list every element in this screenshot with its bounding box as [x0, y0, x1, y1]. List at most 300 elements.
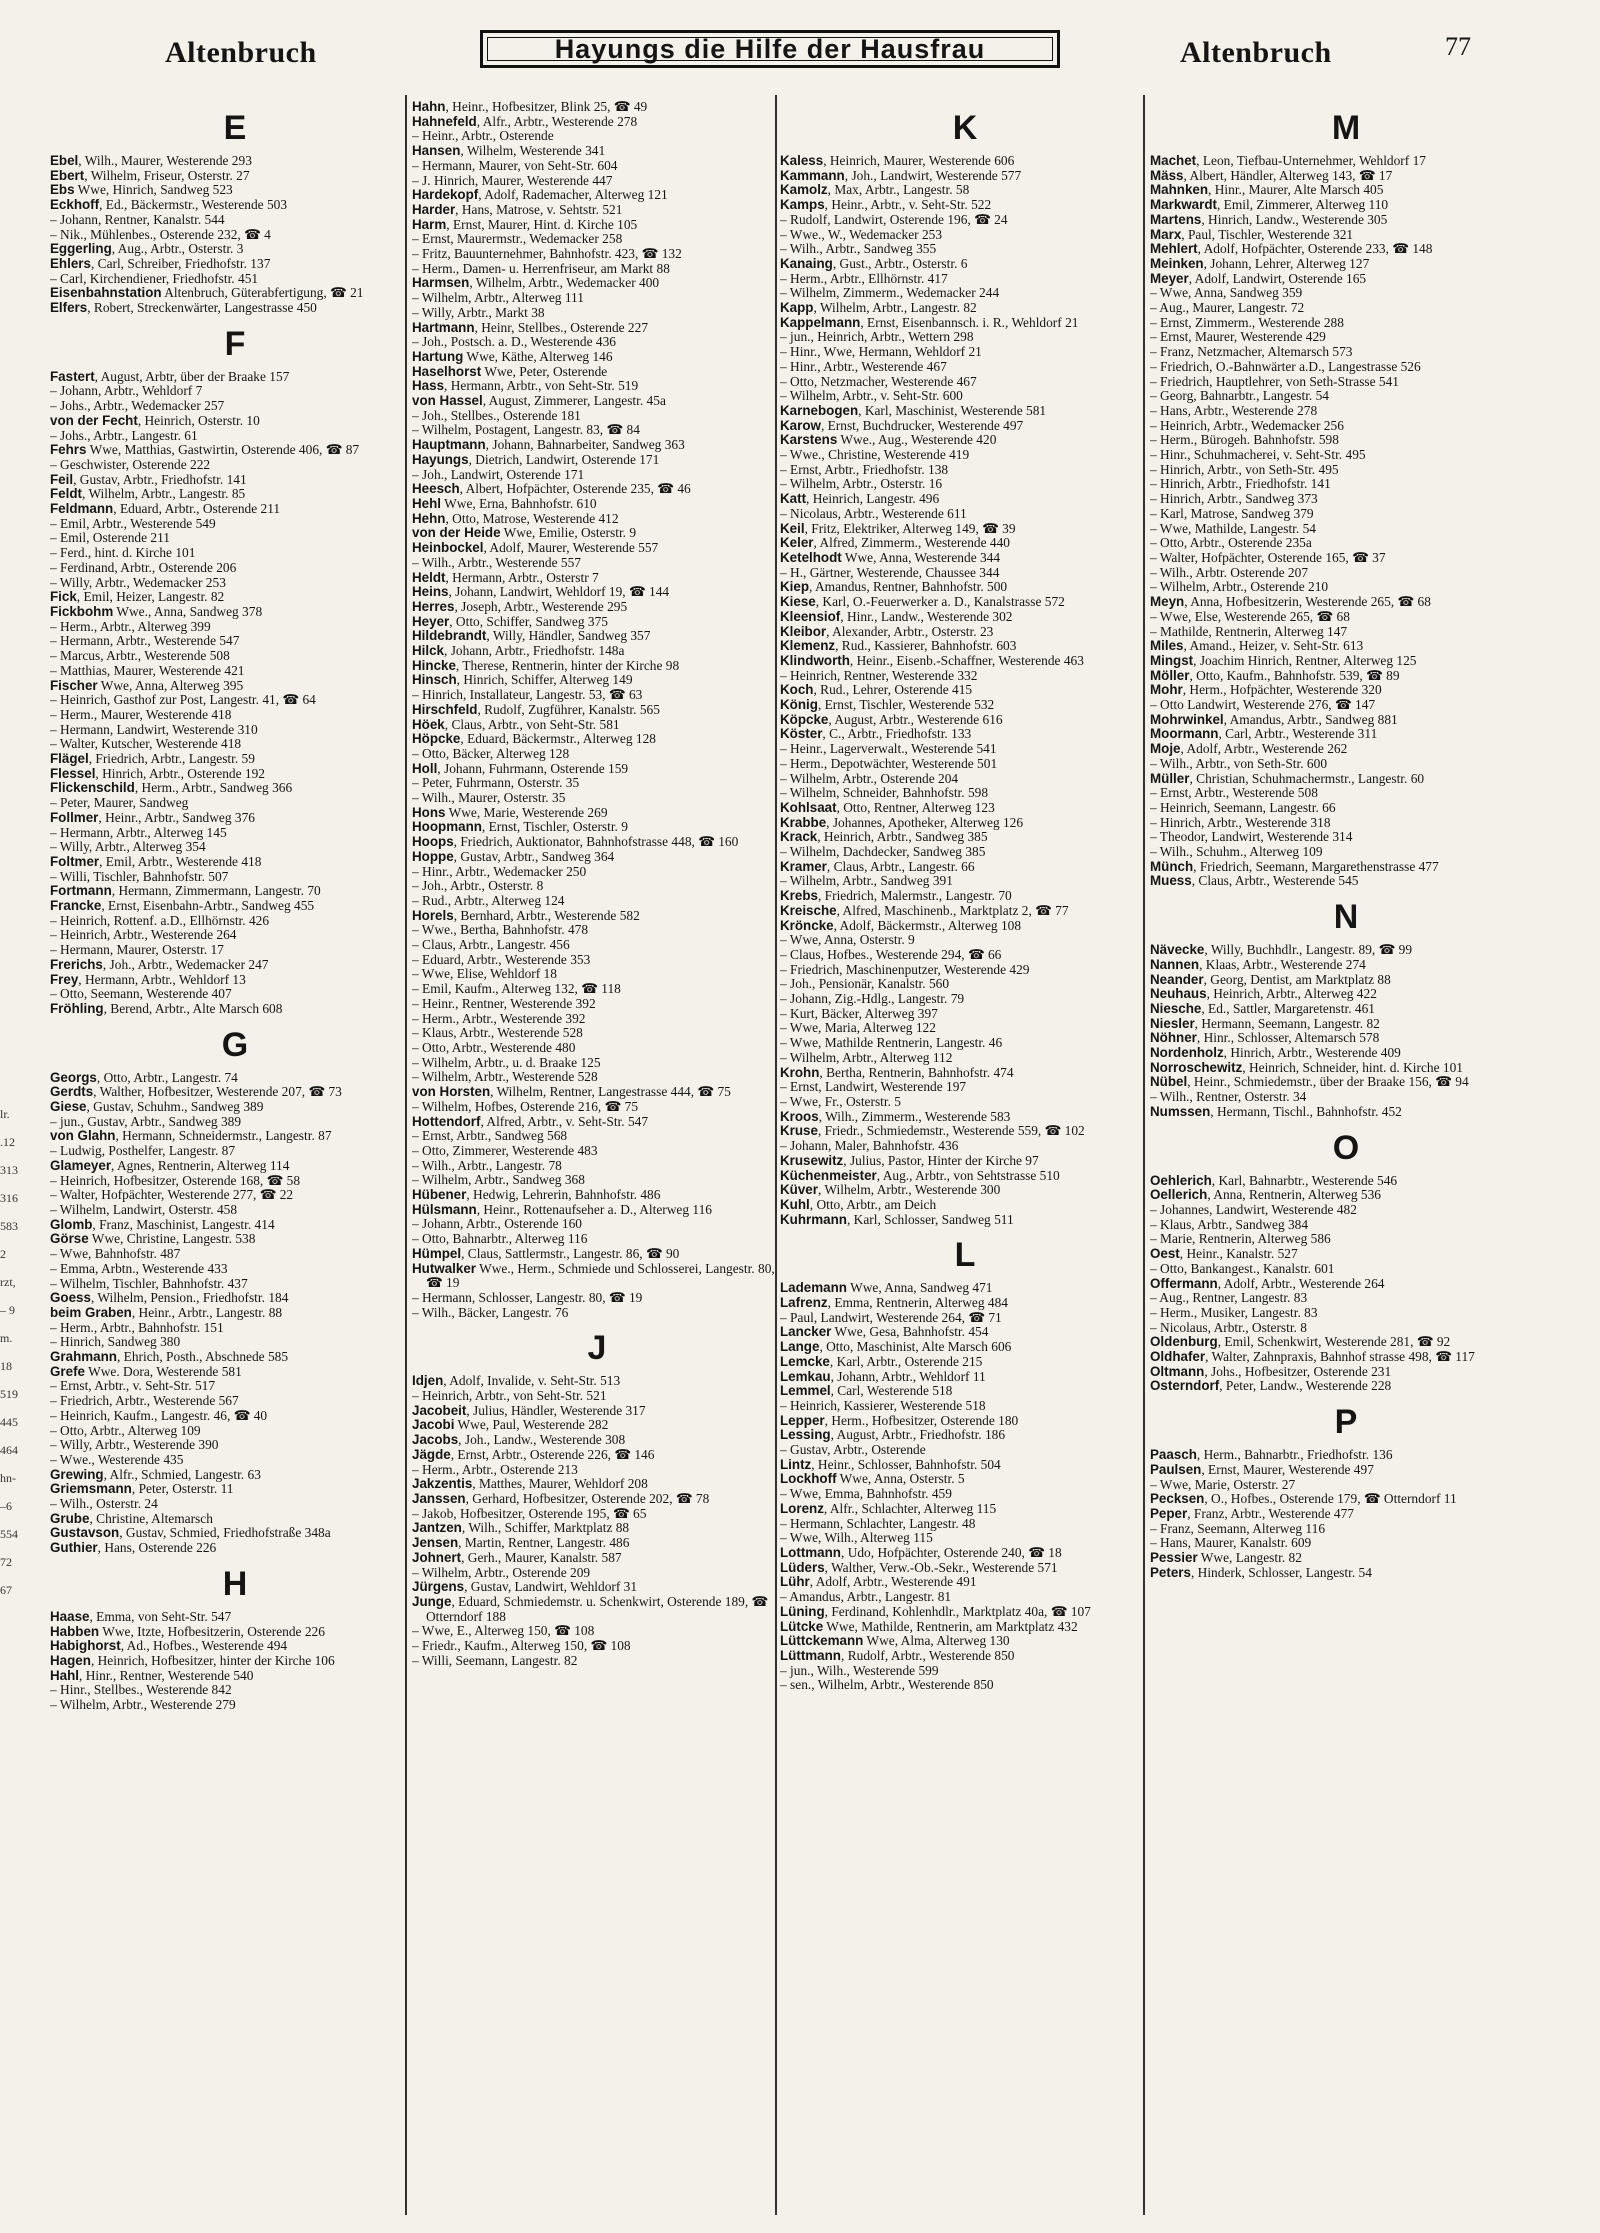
directory-entry [50, 1291, 420, 1306]
directory-entry [780, 272, 1150, 287]
entry-surname: Möller [1150, 667, 1190, 683]
entry-surname: Lütcke [780, 1618, 824, 1634]
entry-surname: Follmer [50, 809, 99, 825]
entry-surname: Norroschewitz [1150, 1059, 1243, 1075]
entry-details: – Wwe, Marie, Osterstr. 27 [1150, 1476, 1296, 1492]
entry-details: , Heinr., Arbtr., v. Seht-Str. 522 [824, 197, 992, 213]
entry-surname: Hayungs [412, 451, 469, 467]
margin-fragment: 72 [0, 1555, 12, 1569]
entry-surname: Krusewitz [780, 1152, 844, 1168]
entry-surname: Jacobeit [412, 1402, 467, 1418]
entry-surname: Nordenholz [1150, 1045, 1224, 1061]
entry-details: , Gustav, Arbtr., Friedhofstr. 141 [73, 471, 247, 487]
directory-entry [780, 639, 1150, 654]
entry-details: , Hermann, Schneidermstr., Langestr. 87 [115, 1128, 332, 1144]
entry-surname: Jensen [412, 1535, 459, 1551]
directory-entry [780, 933, 1150, 948]
entry-details: – Otto, Netzmacher, Westerende 467 [780, 373, 977, 389]
directory-entry [50, 384, 420, 399]
directory-entry [780, 977, 1150, 992]
directory-entry [780, 1634, 1150, 1649]
entry-details: – Johann, Rentner, Kanalstr. 544 [50, 211, 225, 227]
entry-surname: Feldt [50, 486, 82, 502]
directory-entry [780, 1066, 1150, 1081]
directory-entry [50, 708, 420, 723]
entry-details: – Friedr., Kaufm., Alterweg 150, ☎ 108 [412, 1638, 631, 1654]
entry-details: – Wwe, Emma, Bahnhofstr. 459 [780, 1486, 952, 1502]
entry-details: – Johann, Zig.-Hdlg., Langestr. 79 [780, 991, 965, 1007]
entry-details: , Hermann, Arbtr., Osterstr 7 [445, 569, 599, 585]
directory-entry [1150, 1522, 1542, 1537]
entry-details: – Aug., Maurer, Langestr. 72 [1150, 300, 1305, 316]
directory-entry [780, 169, 1150, 184]
entry-details: – Hinr., Wwe, Hermann, Wehldorf 21 [780, 344, 982, 360]
directory-entry [780, 1399, 1150, 1414]
entry-details: – Joh., Postsch. a. D., Westerende 436 [412, 334, 616, 350]
directory-entry [1150, 1321, 1542, 1336]
entry-surname: von Hassel [412, 393, 483, 409]
entry-details: , Johann, Arbtr., Wehldorf 11 [830, 1368, 986, 1384]
entry-surname: Köster [780, 726, 823, 742]
entry-details: , Ad., Hofbes., Westerende 494 [120, 1638, 288, 1654]
entry-details: – Wwe, Fr., Osterstr. 5 [780, 1094, 902, 1109]
entry-details: – Otto, Arbtr., Alterweg 109 [50, 1422, 201, 1438]
directory-entry [780, 1546, 1150, 1561]
directory-entry [780, 1139, 1150, 1154]
entry-details: , Heinrich, Schneider, hint. d. Kirche 101 [1242, 1059, 1463, 1075]
entry-details: , Adolf, Arbtr., Westerende 491 [809, 1574, 977, 1590]
directory-entry [1150, 1232, 1542, 1247]
entry-details: – Ernst, Arbtr., v. Seht-Str. 517 [50, 1378, 216, 1394]
entry-surname: Georgs [50, 1069, 97, 1085]
entry-surname: Koch [780, 682, 814, 698]
entry-surname: Kleensiof [780, 608, 841, 624]
directory-entry [50, 1409, 420, 1424]
entry-surname: Horels [412, 907, 454, 923]
entry-surname: Küver [780, 1182, 818, 1198]
entry-details: , Carl, Arbtr., Westerende 311 [1218, 726, 1378, 742]
entry-surname: Müller [1150, 770, 1190, 786]
entry-surname: Meyer [1150, 270, 1189, 286]
directory-entry [412, 1085, 782, 1100]
entry-details: Wwe, Emilie, Osterstr. 9 [500, 525, 637, 541]
entry-surname: Nübel [1150, 1074, 1188, 1090]
entry-details: , Karl, Schlosser, Sandweg 511 [846, 1211, 1014, 1227]
directory-entry [50, 1247, 420, 1262]
entry-details: – Paul, Landwirt, Westerende 264, ☎ 71 [780, 1309, 1002, 1325]
directory-entry [780, 1414, 1150, 1429]
directory-entry [1150, 1492, 1542, 1507]
entry-details: – Georg, Bahnarbtr., Langestr. 54 [1150, 388, 1330, 404]
entry-details: – Wwe, Maria, Alterweg 122 [780, 1020, 936, 1036]
entry-details: , Friedrich, Seemann, Margarethenstrasse 477 [1193, 858, 1439, 874]
entry-surname: Fröhling [50, 1000, 104, 1016]
directory-entry [412, 232, 782, 247]
directory-entry [780, 860, 1150, 875]
entry-details: – Friedrich, Maschinenputzer, Westerende 429 [780, 961, 1030, 977]
directory-entry [780, 154, 1150, 169]
entry-details: – jun., Wilh., Westerende 599 [780, 1662, 939, 1678]
margin-fragment: rzt, [0, 1275, 16, 1289]
directory-entry [780, 1154, 1150, 1169]
entry-details: – Johs., Arbtr., Wedemacker 257 [50, 398, 225, 414]
directory-entry [780, 198, 1150, 213]
entry-details: – Wilhelm, Arbtr., Sandweg 368 [412, 1172, 585, 1188]
entry-surname: Lange [780, 1339, 820, 1355]
entry-surname: Krohn [780, 1064, 820, 1080]
directory-entry [50, 272, 420, 287]
directory-entry [780, 948, 1150, 963]
directory-entry [780, 1036, 1150, 1051]
entry-details: – Ernst, Zimmerm., Westerende 288 [1150, 314, 1344, 330]
entry-surname: Peper [1150, 1505, 1188, 1521]
entry-surname: Moje [1150, 741, 1181, 757]
directory-entry [1150, 433, 1542, 448]
entry-surname: Hehn [412, 510, 446, 526]
section-letter: N [1333, 898, 1359, 937]
directory-entry [780, 360, 1150, 375]
entry-details: , August, Zimmerer, Langestr. 45a [482, 393, 666, 409]
entry-details: , Friedrich, Arbtr., Langestr. 59 [88, 751, 255, 767]
entry-surname: Ebert [50, 167, 85, 183]
directory-entry [780, 1649, 1150, 1664]
directory-entry [412, 688, 782, 703]
entry-surname: Oldhafer [1150, 1349, 1206, 1365]
directory-entry [50, 1512, 420, 1527]
directory-entry [780, 477, 1150, 492]
entry-details: , Rudolf, Zugführer, Kanalstr. 565 [477, 701, 660, 717]
directory-entry [50, 679, 420, 694]
directory-entry [1150, 625, 1542, 640]
directory-entry [780, 698, 1150, 713]
directory-entry [1150, 257, 1542, 272]
directory-entry [1150, 639, 1542, 654]
entry-details: – Karl, Matrose, Sandweg 379 [1150, 505, 1314, 521]
directory-entry [1150, 1002, 1542, 1017]
directory-entry [412, 894, 782, 909]
entry-details: , Johann, Landwirt, Wehldorf 19, ☎ 144 [448, 584, 670, 600]
directory-entry [780, 1110, 1150, 1125]
entry-surname: Paulsen [1150, 1461, 1202, 1477]
entry-details: , Gustav, Schmied, Friedhofstraße 348a [119, 1525, 331, 1541]
entry-details: , Claus, Sattlermstr., Langestr. 86, ☎ 90 [461, 1245, 680, 1261]
directory-entry [412, 409, 782, 424]
entry-details: , Hinr., Schlosser, Altemarsch 578 [1196, 1030, 1380, 1046]
directory-entry [780, 742, 1150, 757]
directory-entry [780, 1531, 1150, 1546]
directory-entry [50, 855, 420, 870]
entry-details: – Ernst, Arbtr., Westerende 508 [1150, 785, 1318, 801]
directory-entry [780, 463, 1150, 478]
directory-entry [1150, 330, 1542, 345]
margin-fragment: .12 [0, 1135, 15, 1149]
entry-details: – Nicolaus, Arbtr., Westerende 611 [780, 505, 967, 521]
entry-surname: Fortmann [50, 883, 112, 899]
entry-details: – Wilhelm, Arbtr., Westerende 528 [412, 1069, 598, 1085]
entry-details: , Gustav, Arbtr., Sandweg 364 [453, 848, 615, 864]
directory-entry [780, 1007, 1150, 1022]
entry-details: – Carl, Kirchendiener, Friedhofstr. 451 [50, 270, 259, 286]
directory-entry [412, 1173, 782, 1188]
entry-details: , Carl, Westerende 518 [830, 1383, 953, 1399]
entry-surname: Fickbohm [50, 603, 114, 619]
directory-entry [412, 1115, 782, 1130]
entry-details: – Ernst, Maurer, Westerende 429 [1150, 329, 1326, 345]
entry-details: , Johann, Fuhrmann, Osterende 159 [437, 760, 629, 776]
directory-entry [412, 159, 782, 174]
entry-surname: von Horsten [412, 1084, 491, 1100]
directory-entry [1150, 154, 1542, 169]
entry-details: , Udo, Hofpächter, Osterende 240, ☎ 18 [841, 1544, 1062, 1560]
entry-details: Wwe., Anna, Sandweg 378 [113, 603, 263, 619]
entry-details: , Adolf, Rademacher, Alterweg 121 [478, 187, 668, 203]
entry-details: – Hinrich, Installateur, Langestr. 53, ☎ 63 [412, 687, 643, 703]
directory-entry [50, 301, 420, 316]
entry-surname: Eisenbahnstation [50, 285, 162, 301]
entry-details: , Claus, Arbtr., von Seht-Str. 581 [444, 716, 620, 732]
entry-surname: Niesche [1150, 1000, 1202, 1016]
directory-entry [412, 762, 782, 777]
entry-details: , Heinr., Arbtr., Sandweg 376 [98, 809, 255, 825]
directory-entry [50, 1394, 420, 1409]
entry-details: , Eduard, Bäckermstr., Alterweg 128 [460, 731, 656, 747]
entry-details: – Herm., Depotwächter, Westerende 501 [780, 755, 998, 771]
entry-details: – Otto, Bankangest., Kanalstr. 601 [1150, 1260, 1335, 1276]
entry-surname: Lüning [780, 1603, 825, 1619]
entry-details: – Hinr., Arbtr., Westerende 467 [780, 358, 947, 374]
entry-details: Wwe, Christine, Langestr. 538 [88, 1231, 256, 1247]
entry-details: , Fritz, Elektriker, Alterweg 149, ☎ 39 [804, 520, 1016, 536]
directory-entry [412, 1291, 782, 1306]
directory-entry [1150, 1566, 1542, 1581]
directory-entry [412, 1595, 782, 1624]
entry-details: , Ehrich, Posth., Abschnede 585 [116, 1349, 289, 1365]
directory-entry [780, 801, 1150, 816]
entry-details: – Wilhelm, Arbtr., Alterweg 111 [412, 290, 584, 306]
entry-details: , Friedrich, Malermstr., Langestr. 70 [817, 888, 1012, 904]
entry-surname: Lemcke [780, 1353, 830, 1369]
entry-details: , Alfred, Arbtr., v. Seht-Str. 547 [480, 1113, 649, 1129]
entry-details: , Ernst, Maurer, Hint. d. Kirche 105 [446, 216, 638, 232]
entry-details: , Christine, Altemarsch [89, 1510, 213, 1526]
entry-details: Wwe, Peter, Osterende [481, 363, 608, 379]
entry-details: , Max, Arbtr., Langestr. 58 [827, 182, 970, 198]
directory-entry [412, 379, 782, 394]
directory-entry [1150, 1262, 1542, 1277]
directory-entry [50, 286, 420, 301]
directory-entry [50, 884, 420, 899]
entry-surname: Lintz [780, 1456, 812, 1472]
entry-details: , Gust., Arbtr., Osterstr. 6 [832, 255, 968, 271]
directory-entry [412, 129, 782, 144]
entry-details: , Johann, Bahnarbeiter, Sandweg 363 [485, 437, 685, 453]
directory-entry [50, 1379, 420, 1394]
directory-entry [1150, 1247, 1542, 1262]
entry-details: , Otto, Schiffer, Sandweg 375 [449, 613, 608, 629]
entry-details: , Joseph, Arbtr., Westerende 295 [454, 598, 628, 614]
directory-entry [1150, 1536, 1542, 1551]
entry-details: , Hinrich, Landw., Westerende 305 [1201, 211, 1388, 227]
directory-entry [50, 767, 420, 782]
entry-surname: Grahmann [50, 1349, 117, 1365]
entry-details: – Walter, Hofpächter, Westerende 277, ☎ 22 [50, 1187, 294, 1203]
left-margin-scraps [0, 1100, 22, 1604]
entry-details: , Hans, Osterende 226 [97, 1540, 217, 1556]
entry-surname: Klindworth [780, 652, 850, 668]
directory-entry [780, 1080, 1150, 1095]
entry-details: – Wilhelm, Arbtr., Osterende 204 [780, 770, 959, 786]
entry-details: – Herm., Arbtr., Osterende 213 [412, 1461, 578, 1477]
directory-entry [1150, 1075, 1542, 1090]
entry-surname: Pecksen [1150, 1491, 1205, 1507]
directory-entry [1150, 213, 1542, 228]
entry-surname: Lorenz [780, 1500, 824, 1516]
directory-entry [412, 1144, 782, 1159]
directory-entry [50, 370, 420, 385]
directory-entry [50, 987, 420, 1002]
directory-entry [412, 791, 782, 806]
entry-details: – H., Gärtner, Westerende, Chaussee 344 [780, 564, 1000, 580]
directory-entry [50, 1071, 420, 1086]
entry-details: , Rud., Lehrer, Osterende 415 [813, 682, 973, 698]
directory-entry [50, 257, 420, 272]
directory-entry [1150, 404, 1542, 419]
directory-entry [780, 1355, 1150, 1370]
directory-entry [780, 1311, 1150, 1326]
entry-details: – Herm., Arbtr., Alterweg 399 [50, 618, 211, 634]
entry-surname: Harder [412, 201, 456, 217]
directory-entry [1150, 1335, 1542, 1350]
entry-details: – Otto, Zimmerer, Westerende 483 [412, 1142, 598, 1158]
directory-entry [50, 737, 420, 752]
directory-entry [780, 1095, 1150, 1110]
section-letter: M [1331, 109, 1361, 147]
directory-entry [50, 1129, 420, 1144]
entry-details: – Herm., Bürogeh. Bahnhofstr. 598 [1150, 432, 1339, 448]
entry-details: – Johann, Arbtr., Osterende 160 [412, 1216, 582, 1232]
entry-details: , Joachim Hinrich, Rentner, Alterweg 125 [1193, 652, 1417, 668]
directory-entry [50, 169, 420, 184]
margin-fragment: –6 [0, 1499, 12, 1513]
entry-surname: Idjen [412, 1373, 444, 1389]
entry-details: , Emil, Arbtr., Westerende 418 [99, 853, 262, 869]
entry-details: , Hermann, Arbtr., von Seht-Str. 519 [444, 378, 639, 394]
entry-details: , Franz, Maschinist, Langestr. 414 [92, 1216, 275, 1232]
entry-details: – Wilhelm, Arbtr., Osterende 210 [1150, 579, 1329, 595]
entry-details: , Hinr., Rentner, Westerende 540 [79, 1667, 254, 1683]
margin-fragment: 18 [0, 1359, 12, 1373]
directory-entry [412, 806, 782, 821]
directory-entry [412, 1624, 782, 1639]
entry-details: , Walther, Verw.-Ob.-Sekr., Westerende 571 [824, 1559, 1058, 1575]
directory-entry [780, 992, 1150, 1007]
directory-entry [1150, 874, 1542, 889]
entry-details: , Robert, Streckenwärter, Langestrasse 450 [87, 300, 317, 316]
directory-entry [50, 517, 420, 532]
directory-entry [412, 644, 782, 659]
directory-entry [780, 1575, 1150, 1590]
directory-entry [412, 1418, 782, 1433]
directory-entry [412, 1536, 782, 1551]
entry-details: , Bernhard, Arbtr., Westerende 582 [453, 907, 640, 923]
directory-entry [412, 115, 782, 130]
entry-details: , Eduard, Schmiedemstr. u. Schenkwirt, Osterende 189, ☎ Otterndorf 188 [426, 1593, 769, 1624]
directory-entry [412, 1551, 782, 1566]
directory-entry [412, 276, 782, 291]
directory-entry [412, 365, 782, 380]
entry-surname: Fehrs [50, 442, 87, 458]
entry-surname: Gerdts [50, 1084, 94, 1100]
entry-details: – Wilh., Arbtr., Langestr. 78 [412, 1157, 562, 1173]
entry-details: , Peter, Osterstr. 11 [131, 1481, 234, 1497]
entry-surname: Kreische [780, 902, 837, 918]
entry-details: , Wilhelm, Westerende 341 [460, 143, 606, 159]
entry-details: , Herm., Arbtr., Sandweg 366 [134, 780, 293, 796]
entry-details: , Walther, Hofbesitzer, Westerende 207, ☎ 73 [93, 1084, 342, 1100]
entry-details: – Wilh., Osterstr. 24 [50, 1496, 158, 1512]
directory-entry [50, 590, 420, 605]
entry-details: Altenbruch, Güterabfertigung, ☎ 21 [161, 285, 364, 301]
directory-entry [1150, 522, 1542, 537]
directory-entry [780, 1590, 1150, 1605]
entry-surname: Holl [412, 760, 438, 776]
directory-entry [1150, 286, 1542, 301]
entry-surname: Mehlert [1150, 241, 1198, 257]
directory-entry [780, 1169, 1150, 1184]
entry-details: , Eduard, Arbtr., Osterende 211 [113, 501, 281, 517]
entry-surname: Kröncke [780, 917, 834, 933]
entry-details: – Friedrich, O.-Bahnwärter a.D., Langestrasse 526 [1150, 358, 1421, 374]
directory-entry [780, 625, 1150, 640]
margin-fragment: 2 [0, 1247, 6, 1261]
directory-entry [780, 919, 1150, 934]
directory-entry [412, 1433, 782, 1448]
entry-details: , O., Hofbes., Osterende 179, ☎ Otterndorf 11 [1204, 1491, 1457, 1507]
directory-entry [780, 1340, 1150, 1355]
directory-entry [780, 551, 1150, 566]
directory-entry [780, 566, 1150, 581]
directory-entry [780, 1502, 1150, 1517]
directory-entry [50, 1497, 420, 1512]
directory-entry [412, 1521, 782, 1536]
directory-entry [50, 723, 420, 738]
entry-details: , Adolf, Bäckermstr., Alterweg 108 [833, 917, 1022, 933]
entry-details: – Wilhelm, Arbtr., u. d. Braake 125 [412, 1054, 601, 1070]
directory-entry [1150, 698, 1542, 713]
entry-details: – Willy, Arbtr., Westerende 390 [50, 1437, 219, 1453]
entry-surname: Küchenmeister [780, 1167, 877, 1183]
directory-entry [412, 938, 782, 953]
directory-entry [780, 316, 1150, 331]
directory-entry [1150, 536, 1542, 551]
entry-details: , Adolf, Landwirt, Osterende 165 [1188, 270, 1367, 286]
directory-entry [1150, 845, 1542, 860]
directory-entry [1150, 169, 1542, 184]
directory-entry [50, 1424, 420, 1439]
directory-entry [412, 1389, 782, 1404]
entry-details: – Nik., Mühlenbes., Osterende 232, ☎ 4 [50, 226, 271, 242]
entry-surname: Hildebrandt [412, 628, 487, 644]
directory-entry [780, 448, 1150, 463]
directory-entry [1150, 1174, 1542, 1189]
directory-entry [1150, 669, 1542, 684]
entry-surname: Feil [50, 471, 74, 487]
entry-surname: Janssen [412, 1490, 466, 1506]
entry-surname: Kanaing [780, 255, 833, 271]
directory-entry [1150, 1463, 1542, 1478]
directory-entry [50, 1438, 420, 1453]
entry-details: – Heinrich, Kassierer, Westerende 518 [780, 1397, 986, 1413]
